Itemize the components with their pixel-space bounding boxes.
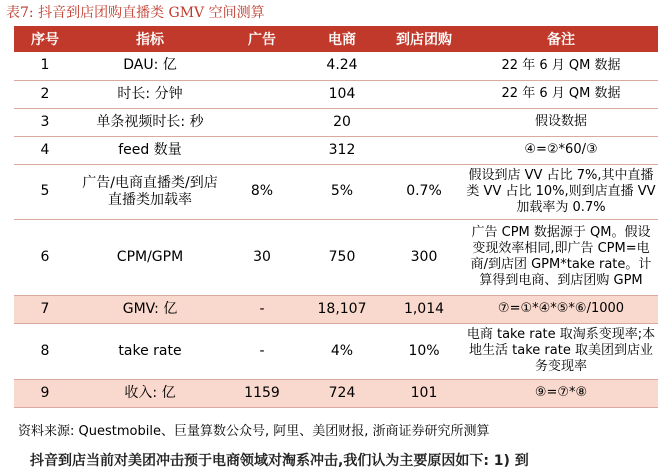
cell-index: 6 — [14, 219, 76, 295]
cell-index: 1 — [14, 52, 76, 80]
header-ad: 广告 — [224, 26, 300, 52]
cell-ad — [224, 136, 300, 164]
source-note: 资料来源: Questmobile、巨量算数公众号, 阿里、美团财报, 浙商证券研究所测算 — [18, 424, 490, 439]
cell-index: 4 — [14, 136, 76, 164]
cell-metric: 单条视频时长: 秒 — [76, 108, 224, 136]
cell-metric: take rate — [76, 323, 224, 379]
cell-ecommerce: 18,107 — [300, 295, 384, 323]
cell-note: ⑨=⑦*⑧ — [464, 379, 658, 407]
table-row — [14, 136, 658, 164]
table-row-highlighted — [14, 295, 658, 323]
cell-metric: GMV: 亿 — [76, 295, 224, 323]
cell-note: ⑦=①*④*⑤*⑥/1000 — [464, 295, 658, 323]
cell-ecommerce: 4% — [300, 323, 384, 379]
cell-store: 0.7% — [384, 164, 464, 219]
table-row — [14, 108, 658, 136]
cell-ecommerce: 104 — [300, 80, 384, 108]
cell-store: 10% — [384, 323, 464, 379]
table-row — [14, 164, 658, 219]
cell-ecommerce: 724 — [300, 379, 384, 407]
cell-ecommerce: 4.24 — [300, 52, 384, 80]
header-store-groupbuy: 到店团购 — [384, 26, 464, 52]
table-row — [14, 52, 658, 80]
body-text-cutoff: 抖音到店当前对美团冲击预于电商领域对淘系冲击,我们认为主要原因如下: 1) 到 — [30, 453, 529, 469]
cell-note: 广告 CPM 数据源于 QM。假设变现效率相同,即广告 CPM=电商/到店团 GPM*take rate。计算得到电商、到店团购 GPM — [464, 219, 658, 295]
cell-metric: 广告/电商直播类/到店直播类加载率 — [76, 164, 224, 219]
cell-note: 22 年 6 月 QM 数据 — [464, 52, 658, 80]
cell-ecommerce: 312 — [300, 136, 384, 164]
cell-metric: feed 数量 — [76, 136, 224, 164]
table-caption: 表7: 抖音到店团购直播类 GMV 空间测算 — [6, 5, 265, 21]
table-row — [14, 80, 658, 108]
cell-metric: 时长: 分钟 — [76, 80, 224, 108]
cell-store: 101 — [384, 379, 464, 407]
cell-index: 7 — [14, 295, 76, 323]
cell-store: 300 — [384, 219, 464, 295]
cell-ad: - — [224, 323, 300, 379]
cell-store — [384, 136, 464, 164]
cell-metric: 收入: 亿 — [76, 379, 224, 407]
cell-ecommerce: 5% — [300, 164, 384, 219]
cell-index: 3 — [14, 108, 76, 136]
cell-ad — [224, 52, 300, 80]
cell-ad — [224, 80, 300, 108]
table-row — [14, 323, 658, 379]
cell-ecommerce: 20 — [300, 108, 384, 136]
cell-index: 8 — [14, 323, 76, 379]
cell-ad: 8% — [224, 164, 300, 219]
cell-ad — [224, 108, 300, 136]
cell-index: 5 — [14, 164, 76, 219]
cell-ecommerce: 750 — [300, 219, 384, 295]
table-row — [14, 219, 658, 295]
gmv-estimate-table — [14, 26, 658, 408]
header-index: 序号 — [14, 26, 76, 52]
cell-index: 2 — [14, 80, 76, 108]
cell-note: 假设到店 VV 占比 7%,其中直播类 VV 占比 10%,则到店直播 VV 加载率为 0.7% — [464, 164, 658, 219]
cell-ad: 1159 — [224, 379, 300, 407]
cell-ad: - — [224, 295, 300, 323]
cell-note: 22 年 6 月 QM 数据 — [464, 80, 658, 108]
header-row — [14, 26, 658, 52]
cell-note: ④=②*60/③ — [464, 136, 658, 164]
header-metric: 指标 — [76, 26, 224, 52]
header-note: 备注 — [464, 26, 658, 52]
cell-metric: CPM/GPM — [76, 219, 224, 295]
cell-store — [384, 80, 464, 108]
cell-note: 电商 take rate 取淘系变现率;本地生活 take rate 取美团到店业务变现率 — [464, 323, 658, 379]
cell-store — [384, 108, 464, 136]
table-row-highlighted — [14, 379, 658, 407]
cell-metric: DAU: 亿 — [76, 52, 224, 80]
cell-index: 9 — [14, 379, 76, 407]
cell-ad: 30 — [224, 219, 300, 295]
header-ecommerce: 电商 — [300, 26, 384, 52]
cell-store — [384, 52, 464, 80]
cell-store: 1,014 — [384, 295, 464, 323]
cell-note: 假设数据 — [464, 108, 658, 136]
